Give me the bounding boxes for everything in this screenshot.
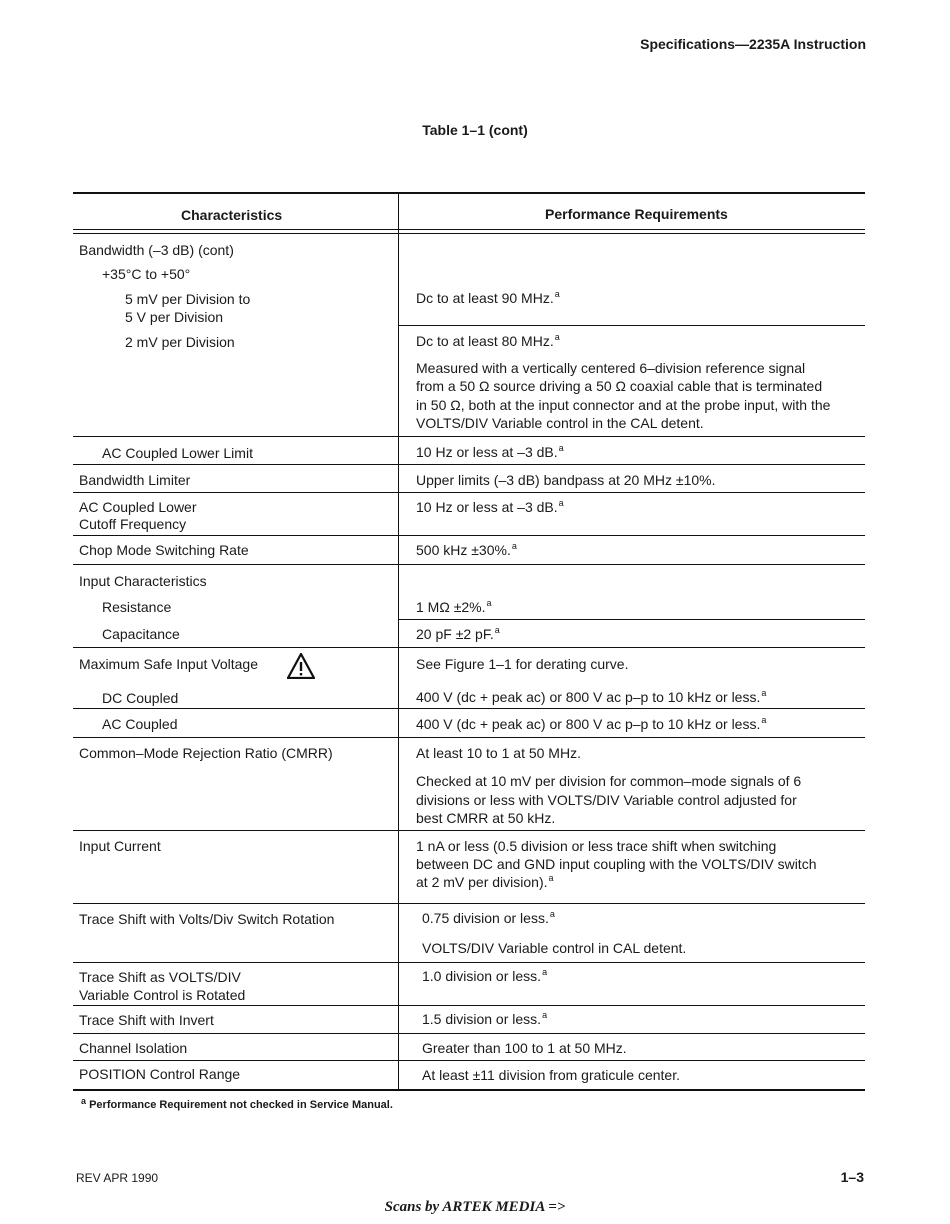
characteristic-label: +35°C to +50° (102, 266, 191, 282)
header-bottom-rule-2 (73, 233, 865, 234)
performance-value: See Figure 1–1 for derating curve. (416, 656, 629, 672)
characteristic-label: 5 V per Division (125, 309, 224, 325)
row-rule (399, 619, 865, 620)
performance-value-line: 1 nA or less (0.5 division or less trace shift when switching (416, 838, 777, 854)
column-divider (398, 194, 399, 1090)
performance-value: 10 Hz or less at –3 dB.$^a$ (416, 443, 564, 460)
column-header-characteristics: Characteristics (181, 207, 283, 223)
performance-value: 1.5 division or less.$^a$ (422, 1010, 548, 1027)
performance-note-line: in 50 Ω, both at the input connector and at the probe input, with the (416, 397, 831, 413)
characteristic-label: Input Characteristics (79, 573, 207, 589)
performance-value: 400 V (dc + peak ac) or 800 V ac p–p to 10 kHz or less.$^a$ (416, 688, 767, 705)
characteristic-label: 5 mV per Division to (125, 291, 251, 307)
characteristic-label: Common–Mode Rejection Ratio (CMRR) (79, 745, 333, 761)
performance-note-line: from a 50 Ω source driving a 50 Ω coaxial cable that is terminated (416, 378, 823, 394)
characteristic-label: Input Current (79, 838, 161, 854)
row-rule (73, 564, 865, 565)
characteristic-label: Cutoff Frequency (79, 516, 187, 532)
revision-date: REV APR 1990 (76, 1171, 159, 1185)
header-bottom-rule-1 (73, 229, 865, 230)
row-rule (73, 535, 865, 536)
performance-value: Dc to at least 90 MHz.$^a$ (416, 289, 560, 306)
characteristic-label: Trace Shift with Invert (79, 1012, 214, 1028)
characteristic-label: POSITION Control Range (79, 1066, 241, 1082)
performance-value: 500 kHz ±30%.$^a$ (416, 541, 517, 558)
row-rule (73, 492, 865, 493)
row-rule (73, 436, 865, 437)
footnote: $^a$ Performance Requirement not checked in Service Manual. (81, 1096, 393, 1111)
characteristic-label: Bandwidth Limiter (79, 472, 191, 488)
row-rule (73, 903, 865, 904)
characteristic-label: Trace Shift with Volts/Div Switch Rotation (79, 911, 335, 927)
row-rule (73, 962, 865, 963)
characteristic-label: Maximum Safe Input Voltage (79, 656, 258, 672)
performance-note-line: Checked at 10 mV per division for common–mode signals of 6 (416, 773, 802, 789)
performance-value: At least 10 to 1 at 50 MHz. (416, 745, 581, 761)
characteristic-label: Trace Shift as VOLTS/DIV (79, 969, 241, 985)
performance-value: Upper limits (–3 dB) bandpass at 20 MHz ±10%. (416, 472, 716, 488)
warning-triangle-icon (287, 653, 315, 679)
performance-value-line: between DC and GND input coupling with the VOLTS/DIV switch (416, 856, 817, 872)
performance-note-line: Measured with a vertically centered 6–division reference signal (416, 360, 806, 376)
performance-value: 1 MΩ ±2%.$^a$ (416, 598, 492, 615)
column-header-performance: Performance Requirements (545, 206, 728, 222)
row-rule (73, 830, 865, 831)
performance-note-line: VOLTS/DIV Variable control in CAL detent. (422, 940, 687, 956)
row-rule (73, 737, 865, 738)
row-rule (73, 1060, 865, 1061)
table-top-rule (73, 192, 865, 194)
table-title: Table 1–1 (cont) (422, 122, 528, 138)
row-rule (73, 1033, 865, 1034)
row-rule (73, 647, 865, 648)
performance-value: 20 pF ±2 pF.$^a$ (416, 625, 500, 642)
scan-credit: Scans by ARTEK MEDIA => (384, 1199, 566, 1215)
characteristic-label: Bandwidth (–3 dB) (cont) (79, 242, 234, 258)
characteristic-label: Resistance (102, 599, 172, 615)
row-rule (73, 464, 865, 465)
characteristic-label: Chop Mode Switching Rate (79, 542, 249, 558)
page-header: Specifications—2235A Instruction (640, 36, 866, 52)
performance-value: 1.0 division or less.$^a$ (422, 967, 548, 984)
characteristic-label: DC Coupled (102, 690, 179, 706)
table-bottom-rule (73, 1089, 865, 1091)
characteristic-label: 2 mV per Division (125, 334, 235, 350)
performance-value: 400 V (dc + peak ac) or 800 V ac p–p to 10 kHz or less.$^a$ (416, 715, 767, 732)
characteristic-label: AC Coupled (102, 716, 178, 732)
performance-value: At least ±11 division from graticule center. (422, 1067, 680, 1083)
page-number: 1–3 (840, 1169, 864, 1185)
performance-note-line: VOLTS/DIV Variable control in the CAL detent. (416, 415, 704, 431)
characteristic-label: AC Coupled Lower (79, 499, 197, 515)
characteristic-label: AC Coupled Lower Limit (102, 445, 253, 461)
performance-value: 10 Hz or less at –3 dB.$^a$ (416, 498, 564, 515)
characteristic-label: Channel Isolation (79, 1040, 188, 1056)
performance-value: 0.75 division or less.$^a$ (422, 909, 555, 926)
performance-value-line: at 2 mV per division).$^a$ (416, 873, 554, 890)
row-rule (73, 708, 865, 709)
row-rule (399, 325, 865, 326)
row-rule (73, 1005, 865, 1006)
performance-value: Greater than 100 to 1 at 50 MHz. (422, 1040, 627, 1056)
performance-note-line: divisions or less with VOLTS/DIV Variable control adjusted for (416, 792, 797, 808)
characteristic-label: Capacitance (102, 626, 180, 642)
characteristic-label: Variable Control is Rotated (79, 987, 246, 1003)
performance-value: Dc to at least 80 MHz.$^a$ (416, 332, 560, 349)
performance-note-line: best CMRR at 50 kHz. (416, 810, 556, 826)
